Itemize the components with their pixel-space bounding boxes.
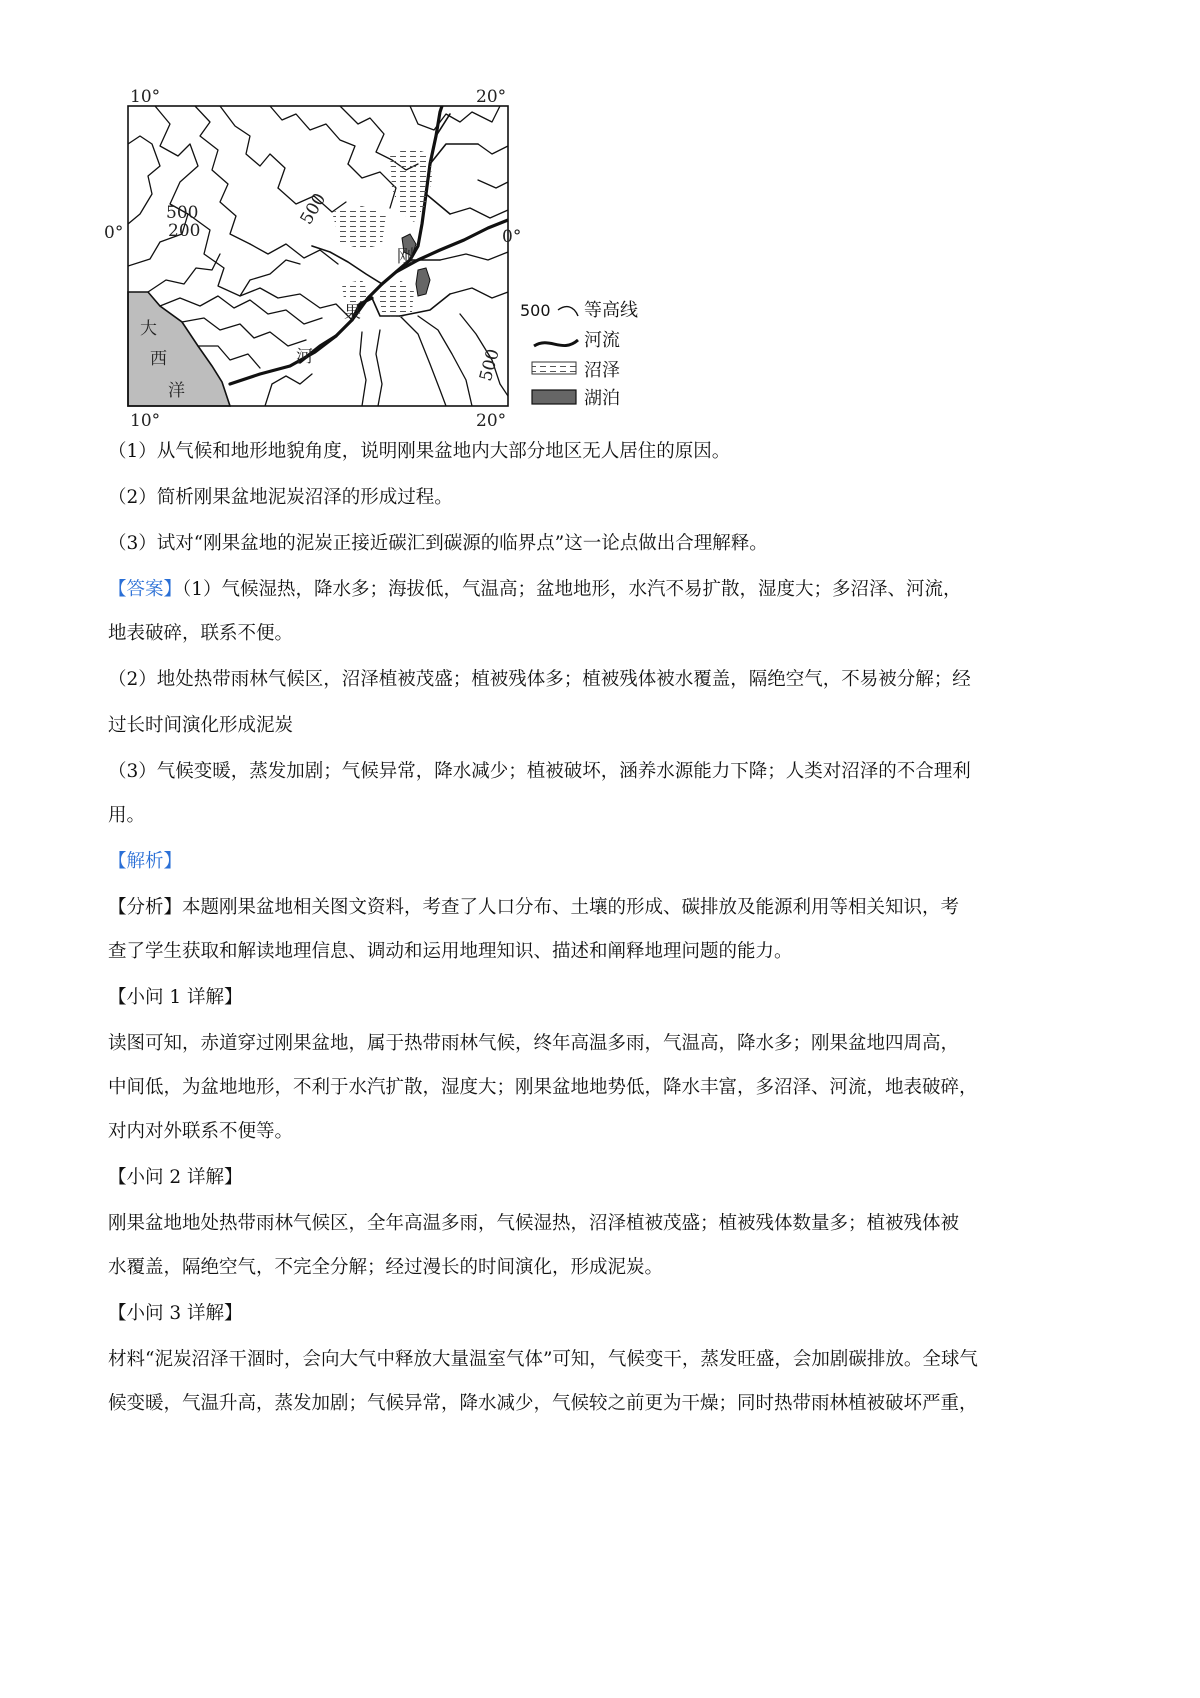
question-1: （1）从气候和地形地貌角度，说明刚果盆地内大部分地区无人居住的原因。 xyxy=(108,441,731,462)
answer-3-line-2: 用。 xyxy=(108,805,146,826)
contour-value-label: 500 xyxy=(296,190,331,229)
legend-lake-label: 湖泊 xyxy=(584,388,620,409)
lon-label-bottom-right: 20° xyxy=(476,411,507,431)
subquestion-1-line-1: 读图可知，赤道穿过刚果盆地，属于热带雨林气候，终年高温多雨，气温高，降水多；刚果盆地四周高， xyxy=(108,1033,960,1054)
ocean-label-char: 西 xyxy=(150,349,167,369)
subquestion-2-line-2: 水覆盖，隔绝空气，不完全分解；经过漫长的时间演化，形成泥炭。 xyxy=(108,1257,664,1278)
map-legend xyxy=(520,300,638,409)
answer-1 xyxy=(108,576,1108,603)
legend-river-label: 河流 xyxy=(584,330,620,351)
answer-2-line-2: 过长时间演化形成泥炭 xyxy=(108,715,294,736)
question-2: （2）简析刚果盆地泥炭沼泽的形成过程。 xyxy=(108,487,453,508)
legend-swamp-label: 沼泽 xyxy=(584,360,620,381)
lat-label-left: 0° xyxy=(104,223,124,243)
congo-basin-map xyxy=(100,84,670,452)
ocean-label-char: 大 xyxy=(140,319,157,339)
basin-label-char: 果 xyxy=(344,303,361,323)
legend-contour-label: 等高线 xyxy=(584,300,638,321)
legend-contour-value: 500 xyxy=(520,301,551,320)
answer-1-line-2: 地表破碎，联系不便。 xyxy=(108,623,294,644)
answer-1-line-1: （1）气候湿热，降水多；海拔低，气温高；盆地地形，水汽不易扩散，湿度大；多沼泽、河流， xyxy=(182,579,962,600)
answer-2-line-1: （2）地处热带雨林气候区，沼泽植被茂盛；植被残体多；植被残体被水覆盖，隔绝空气，不易被分解；经 xyxy=(108,669,971,690)
subquestion-1-line-2: 中间低，为盆地地形，不利于水汽扩散，湿度大；刚果盆地地势低，降水丰富，多沼泽、河流，地表破碎， xyxy=(108,1077,978,1098)
answer-tag: 【答案】 xyxy=(108,579,183,600)
contour-value-label: 200 xyxy=(168,221,201,241)
ocean-label-char: 洋 xyxy=(168,381,185,401)
analysis-summary-line-2: 查了学生获取和解读地理信息、调动和运用地理知识、描述和阐释地理问题的能力。 xyxy=(108,941,793,962)
contour-value-label: 500 xyxy=(476,346,504,384)
subquestion-2-line-1: 刚果盆地地处热带雨林气候区，全年高温多雨，气候湿热，沼泽植被茂盛；植被残体数量多；植被残体被 xyxy=(108,1213,960,1234)
analysis-summary-line-1: 【分析】本题刚果盆地相关图文资料，考查了人口分布、土壤的形成、碳排放及能源利用等相关知识，考 xyxy=(108,897,960,918)
analysis-tag: 【解析】 xyxy=(108,851,183,872)
lon-label-top-left: 10° xyxy=(130,87,161,107)
question-3: （3）试对“刚果盆地的泥炭正接近碳汇到碳源的临界点”这一论点做出合理解释。 xyxy=(108,533,768,554)
subquestion-3-line-2: 候变暖，气温升高，蒸发加剧；气候异常，降水减少，气候较之前更为干燥；同时热带雨林植被破坏严重， xyxy=(108,1393,978,1414)
contour-value-label: 500 xyxy=(166,203,199,223)
subquestion-2-title: 【小问 2 详解】 xyxy=(108,1167,243,1188)
subquestion-3-title: 【小问 3 详解】 xyxy=(108,1303,243,1324)
lon-label-top-right: 20° xyxy=(476,87,507,107)
basin-label-char: 刚 xyxy=(397,247,414,267)
subquestion-3-line-1: 材料“泥炭沼泽干涸时，会向大气中释放大量温室气体”可知，气候变干，蒸发旺盛，会加剧碳排放。全球气 xyxy=(108,1349,978,1370)
answer-3-line-1: （3）气候变暖，蒸发加剧；气候异常，降水减少；植被破坏，涵养水源能力下降；人类对沼泽的不合理利 xyxy=(108,761,971,782)
lon-label-bottom-left: 10° xyxy=(130,411,161,431)
subquestion-1-line-3: 对内对外联系不便等。 xyxy=(108,1121,294,1142)
river-label-char: 河 xyxy=(296,347,313,367)
lat-label-right: 0° xyxy=(502,227,522,247)
subquestion-1-title: 【小问 1 详解】 xyxy=(108,987,243,1008)
